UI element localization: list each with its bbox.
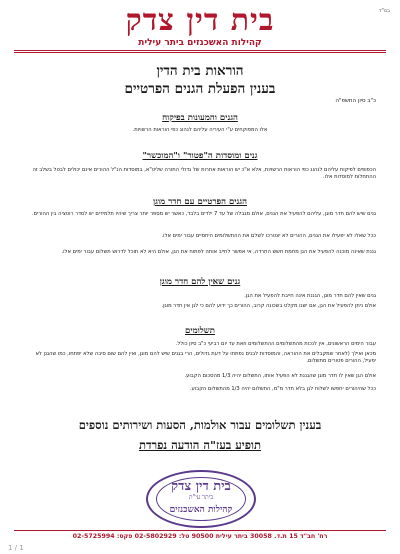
bsd-mark: בס"ד [378, 8, 390, 14]
header-divider [14, 50, 386, 51]
title-line-2: בענין הפעלת הגנים הפרטיים [124, 81, 276, 97]
section-5-paragraph-2: מכאן ואילך (לאחר שמקבלים את ההוראה, והמוסדות לבנים נפתחו על דעת גדולים, הרי בגנים שיש להם מוגן, ואין להם שום סיבה שלא יפתחו, כמו שהגנן לא יפעיל, ההורים פטורים מתשלום. [35, 351, 376, 365]
section-title-supervised: הגנים והמעונות בפיקוח [162, 113, 238, 123]
section-5-paragraph-1: עבור הימים הראשונים, אין לנכות מהתשלומים ההתשלומים וזאת עד יום רביעי כ"ב סיון כולל. [175, 341, 376, 347]
header-divider-secondary [14, 52, 386, 53]
section-3-paragraph-3: גננת שאינה מוכנה להפעיל את הגן מחמת חשש החרדה, אי אפשר לחייב אותה לפתוח את הגן, אולם היא לא תוכל לדרוש תשלום עבור ימים אלו. [61, 249, 376, 255]
section-4-paragraph-1: גנים שאין להם חדר מוגן, הגננת אינה חייבת להפעיל את הגן. [244, 293, 376, 299]
section-5-paragraph-4: ככל שהיהורים יחפשו לשלוח לגן בלא חדר מ"מ, התשלום יהיה 1/3 מהתשלום הקבוע. [189, 386, 376, 392]
closing-notice-line-1: בענין תשלומים עבור אולמות, הסעות ושירותים נוספים [78, 418, 322, 432]
document-title [0, 62, 400, 98]
section-title-with-shelter: הגנים הפרטיים עם חדר מוגן [152, 197, 247, 207]
letterhead [0, 3, 400, 48]
footer-divider [14, 530, 386, 531]
page-number: 1 / 1 [8, 544, 24, 552]
section-text-exempt: הכפופים לפיקוח עליהם לנהוג כפי הוראות הרשויות, אלא א"כ יש הוראות אחרות של גדולי התורה שליט"א, במוסדות הנ"ל ההורים אינם יכולים לבטל בשלב זה ההתחלות למוסדות אלו. [32, 167, 376, 181]
stamp-title: בית דין צדק [171, 479, 231, 494]
section-title-without-shelter: גנים שאין להם חדר מוגן [159, 277, 241, 287]
stamp-community: קהילות האשכנזים [169, 505, 233, 515]
section-4-paragraph-2: אולם ניתן להפעיל את הגן, אם ישנו מקלט בשכונה קרוב, ההורים כך ידוע להם כי לגן אין חדר מוגן. [161, 303, 376, 309]
section-text-supervised: אלו המפוקחים ע"י העיריה עליהם לנהוג כפי הוראות הרשויות. [132, 127, 268, 133]
org-subtitle: קהילות האשכנזים ביתר עילית [138, 38, 262, 48]
closing-notice-line-2: תופיע בעז"ה הודעה נפרדת [138, 438, 261, 452]
official-stamp [146, 470, 256, 528]
title-line-1: הוראות בית הדין [156, 63, 244, 79]
section-title-exempt: גנים ומוסדות ה"פטור" ו"המוכשר" [142, 151, 258, 161]
section-title-payments: תשלומים [185, 326, 215, 336]
document-date: כ"ב סיון התשפ"ה [335, 98, 376, 104]
section-3-paragraph-1: גנים שיש להם חדר מוגן, עליהם להפעיל את הגנים, אולם מגבלה של עד 7 ילדים בלבד, כאשר יש מספר יותר צריך שיהיו תלמידים יש לסדר רוטציה בין ההורים. [31, 211, 376, 217]
org-name: בית דין צדק [125, 3, 275, 38]
footer-contact: רח' חב"ד 15 ת.ד. 30058 ביתר עילית 90500 טל: 02-5802929 פקס: 02-5725994 [72, 533, 328, 540]
stamp-location: ביתר עי"ת [188, 494, 214, 501]
section-5-paragraph-3: אולם הגן שאין לו חדר מוגן שהגננת לא הפעיל אותו, התשלום יהיה 1/3 מהסכום הקבוע. [184, 373, 376, 379]
section-3-paragraph-2: ככל שאלו לא יפעילו את הגנים, ההורים לא יצטרכו לשלם את ההתשלומים היחסיים עבור ימים אלו. [161, 233, 376, 239]
